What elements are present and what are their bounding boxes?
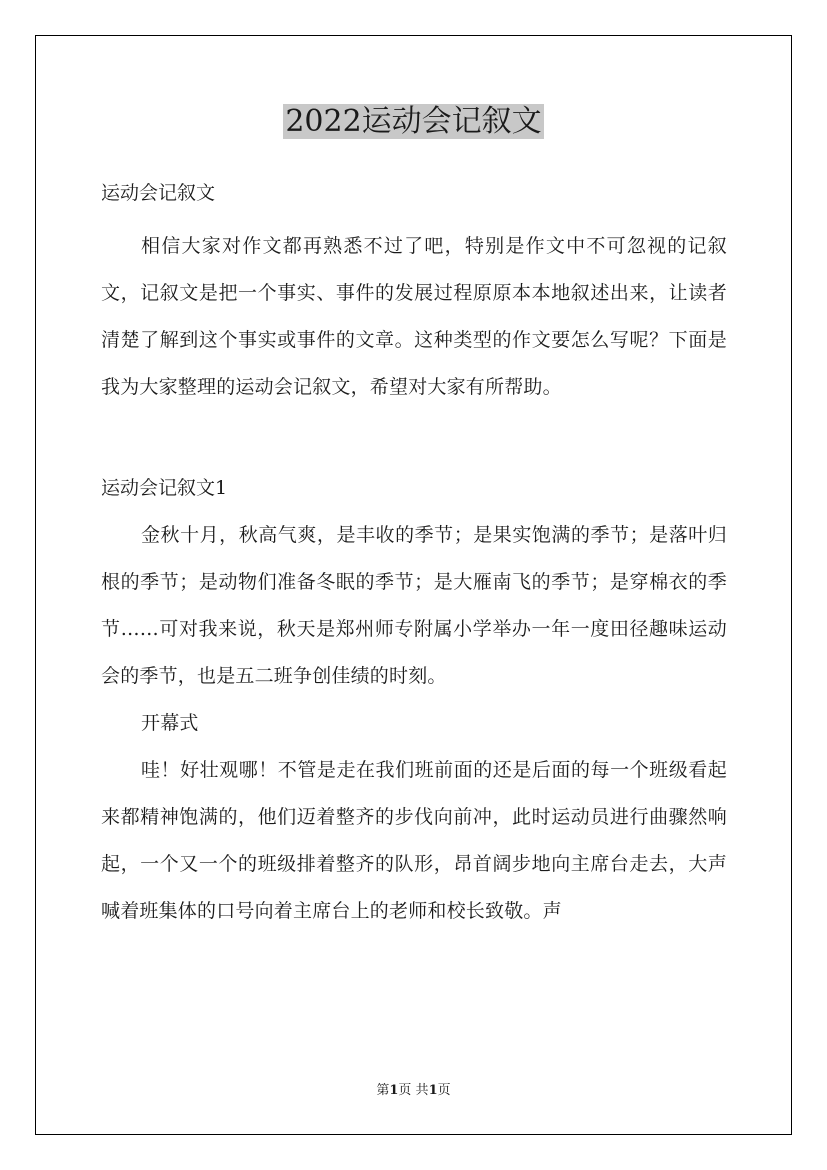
page-footer [0, 1082, 827, 1100]
footer-suffix: 页 [437, 1083, 451, 1098]
document-body [101, 170, 727, 935]
document-title [0, 102, 827, 142]
intro-paragraph: 相信大家对作文都再熟悉不过了吧，特别是作文中不可忽视的记叙文，记叙文是把一个事实、事件的发展过程原原本本地叙述出来，让读者清楚了解到这个事实或事件的文章。这种类型的作文要怎么写呢？下面是我为大家整理的运动会记叙文，希望对大家有所帮助。 [101, 235, 727, 398]
essay1-heading: 运动会记叙文1 [101, 477, 228, 499]
footer-page-number: 1 [389, 1083, 399, 1098]
section-heading: 运动会记叙文 [101, 182, 216, 204]
footer-mid: 页 共 [398, 1083, 429, 1098]
document-title-text: 2022运动会记叙文 [285, 104, 542, 139]
essay1-paragraph-1: 金秋十月，秋高气爽，是丰收的季节；是果实饱满的季节；是落叶归根的季节；是动物们准备冬眠的季节；是大雁南飞的季节；是穿棉衣的季节……可对我来说，秋天是郑州师专附属小学举办一年一度田径趣味运动会的季节，也是五二班争创佳绩的时刻。 [101, 524, 727, 687]
essay1-paragraph-2: 哇！好壮观哪！不管是走在我们班前面的还是后面的每一个班级看起来都精神饱满的，他们迈着整齐的步伐向前冲，此时运动员进行曲骤然响起，一个又一个的班级排着整齐的队形，昂首阔步地向主席台走去，大声喊着班集体的口号向着主席台上的老师和校长致敬。声 [101, 759, 727, 922]
paragraph-gap [101, 411, 727, 465]
footer-prefix: 第 [376, 1083, 390, 1098]
essay1-subheading: 开幕式 [141, 712, 199, 734]
footer-page-total: 1 [428, 1083, 438, 1098]
